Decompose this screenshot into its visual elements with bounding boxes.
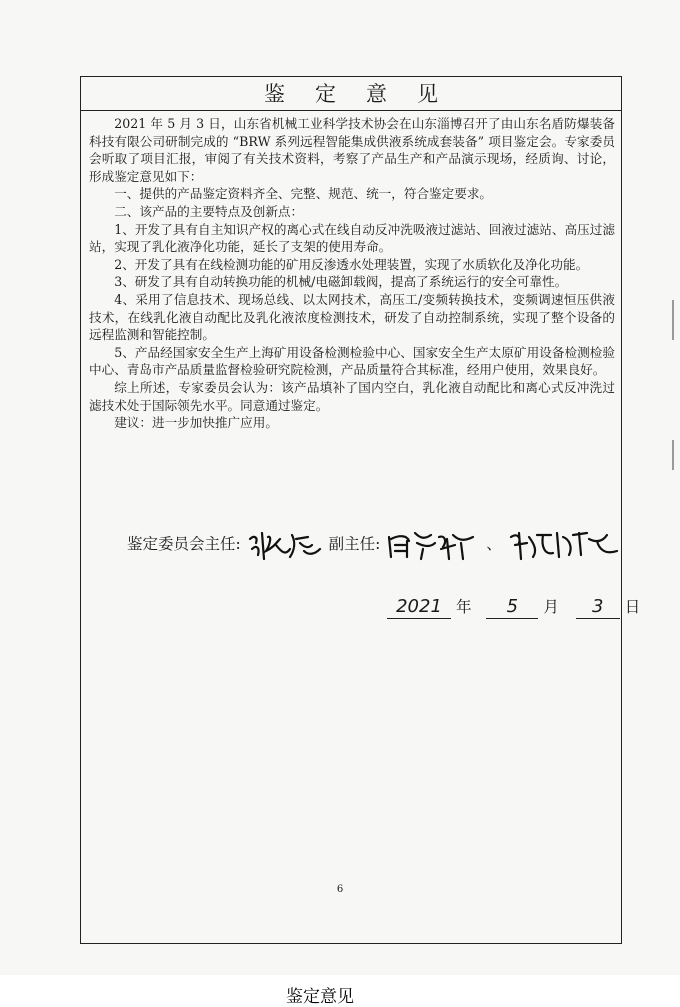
paragraph-point-3: 3、研发了具有自动转换功能的机械/电磁卸载阀，提高了系统运行的安全可靠性。	[114, 274, 568, 290]
paragraph-point-1: 1、开发了具有自主知识产权的离心式在线自动反冲洗吸液过滤站、回液过滤站、高压过滤站，实现了乳化液净化功能，延长了支架的使用寿命。	[89, 221, 615, 255]
scan-edge-shadow	[672, 300, 674, 340]
signature-separator: 、	[486, 535, 502, 553]
chair-label: 鉴定委员会主任:	[127, 535, 241, 553]
page-number: 6	[336, 884, 344, 895]
paragraph-point-5: 5、产品经国家安全生产上海矿用设备检测检验中心、国家安全生产太原矿用设备检测检验中心、青岛市产品质量监督检验研究院检测，产品质量符合其标准，经用户使用，效果良好。	[89, 344, 615, 378]
signature-row	[127, 525, 625, 565]
paragraph-point-2: 2、开发了具有在线检测功能的矿用反渗透水处理装置，实现了水质软化及净化功能。	[114, 256, 589, 272]
image-caption: 鉴定意见	[286, 987, 354, 1007]
vice-signature-2	[507, 525, 625, 565]
paragraph-conclusion: 综上所述，专家委员会认为：该产品填补了国内空白，乳化液自动配比和离心式反冲洗过滤技术处于国际领先水平。同意通过鉴定。	[89, 379, 615, 413]
paragraph-item-1: 一、提供的产品鉴定资料齐全、完整、规范、统一，符合鉴定要求。	[114, 186, 492, 202]
date-row	[387, 595, 640, 619]
date-day: 3	[576, 596, 620, 619]
appraisal-body	[89, 115, 615, 432]
paragraph-intro: 2021 年 5 月 3 日，山东省机械工业科学技术协会在山东淄博召开了由山东名盾防爆装备科技有限公司研制完成的 “BRW 系列远程智能集成供液系统成套装备” 项目鉴定会。专家委员会听取了项目汇报，审阅了有关技术资料，考察了产品生产和产品演示现场，经质询、讨论，形成鉴定意见如下：	[89, 116, 615, 184]
title-row	[81, 77, 621, 111]
date-day-unit: 日	[624, 598, 641, 616]
chair-signature	[246, 525, 324, 565]
appraisal-frame	[80, 76, 641, 944]
date-year: 2021	[387, 596, 451, 619]
date-year-unit: 年	[455, 598, 472, 616]
document-title: 鉴定意见	[264, 82, 468, 106]
scan-edge-shadow	[672, 440, 674, 470]
vice-label: 副主任:	[328, 535, 381, 553]
paragraph-suggestion: 建议：进一步加快推广应用。	[114, 415, 278, 431]
date-month-unit: 月	[543, 598, 559, 616]
paragraph-item-2: 二、该产品的主要特点及创新点：	[114, 203, 304, 219]
paragraph-point-4: 4、采用了信息技术、现场总线、以太网技术，高压工/变频转换技术，变频调速恒压供液技术，在线乳化液自动配比及乳化液浓度检测技术，研发了自动控制系统，实现了整个设备的远程监测和智能控制。	[89, 291, 615, 343]
vice-signature-1	[385, 525, 481, 565]
date-month: 5	[486, 596, 538, 619]
